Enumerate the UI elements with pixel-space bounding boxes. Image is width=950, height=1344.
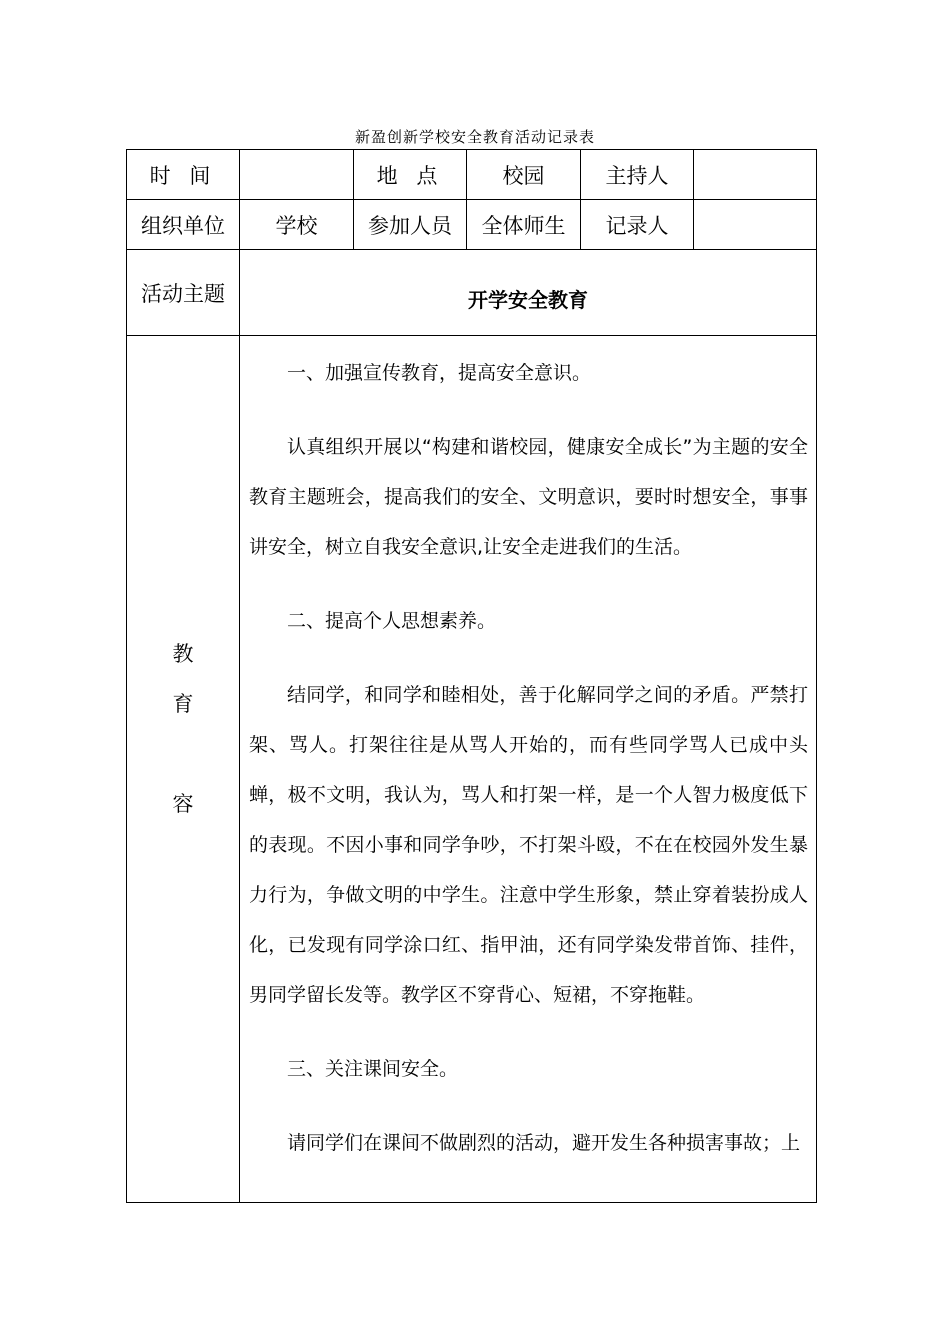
section-heading: 一、加强宣传教育，提高安全意识。 (287, 362, 592, 384)
content-label-char: 容 (172, 792, 194, 816)
place-label: 地 点 (354, 150, 467, 200)
table-row (127, 250, 817, 336)
recorder-value (694, 200, 817, 250)
time-label: 时 间 (127, 150, 240, 200)
theme-label: 活动主题 (127, 250, 240, 336)
content-label (127, 629, 239, 829)
host-label: 主持人 (581, 150, 694, 200)
place-value: 校园 (467, 150, 581, 200)
time-value (240, 150, 354, 200)
content-body (240, 336, 816, 1168)
content-label-char: 育 (172, 692, 194, 716)
content-label-char: 教 (172, 642, 194, 666)
content-paragraph: 请同学们在课间不做剧烈的活动，避开发生各种损害事故；上 (287, 1132, 801, 1154)
theme-value: 开学安全教育 (468, 288, 588, 312)
section-heading: 二、提高个人思想素养。 (287, 610, 497, 632)
theme-cell (240, 250, 817, 336)
org-value: 学校 (240, 200, 354, 250)
content-cell (240, 336, 817, 1203)
host-value (694, 150, 817, 200)
section-heading: 三、关注课间安全。 (287, 1058, 459, 1080)
document-title: 新盈创新学校安全教育活动记录表 (354, 128, 595, 146)
activity-record-table (126, 149, 817, 1203)
table-row (127, 150, 817, 200)
content-paragraph: 认真组织开展以“构建和谐校园，健康安全成长”为主题的安全教育主题班会，提高我们的安全、文明意识，要时时想安全，事事讲安全，树立自我安全意识,让安全走进我们的生活。 (249, 436, 808, 558)
content-label-cell (127, 336, 240, 1203)
participants-value: 全体师生 (467, 200, 581, 250)
participants-label: 参加人员 (354, 200, 467, 250)
recorder-label: 记录人 (581, 200, 694, 250)
content-paragraph: 结同学，和同学和睦相处，善于化解同学之间的矛盾。严禁打架、骂人。打架往往是从骂人开始的，而有些同学骂人已成中头蝉，极不文明，我认为，骂人和打架一样，是一个人智力极度低下的表现。不因小事和同学争吵，不打架斗殴，不在在校园外发生暴力行为，争做文明的中学生。注意中学生形象，禁止穿着装扮成人化，已发现有同学涂口红、指甲油，还有同学染发带首饰、挂件，男同学留长发等。教学区不穿背心、短裙，不穿拖鞋。 (249, 684, 808, 1006)
table-row (127, 336, 817, 1203)
org-label: 组织单位 (127, 200, 240, 250)
table-row (127, 200, 817, 250)
